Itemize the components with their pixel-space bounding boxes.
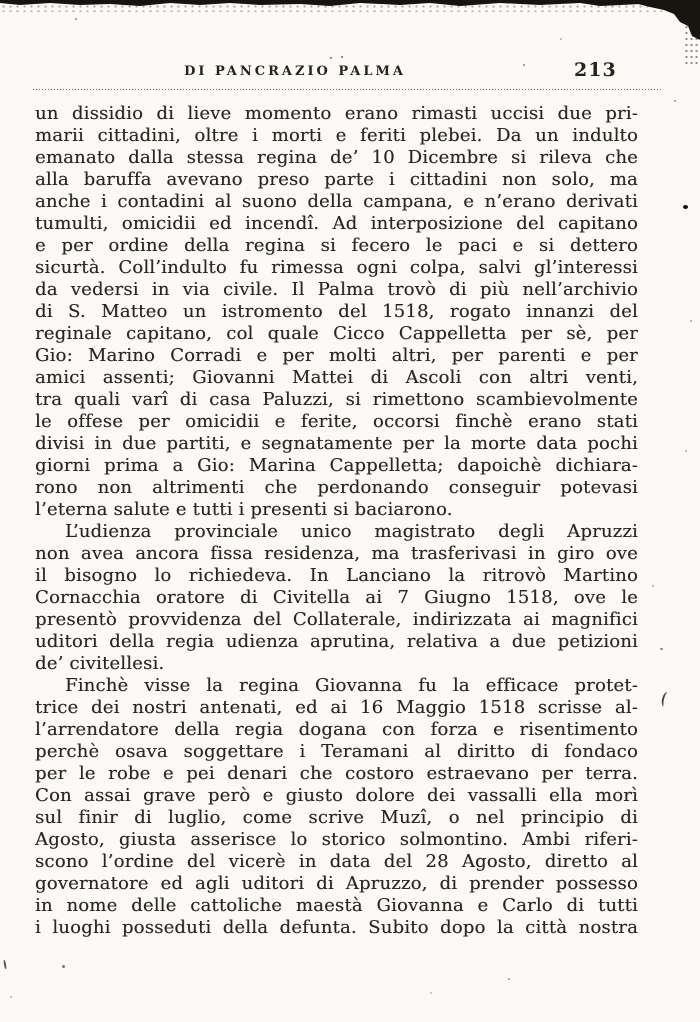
text-line: emanato dalla stessa regina de’ 10 Dicembre si rileva che (35, 147, 638, 168)
running-title: DI PANCRAZIO PALMA (184, 64, 406, 79)
header-dotted-rule (33, 89, 662, 91)
text-line: anche i contadini al suono della campana, e n’erano derivati (35, 191, 638, 212)
text-line: alla baruffa avevano preso parte i cittadini non solo, ma (35, 169, 638, 190)
scan-speck (660, 648, 663, 650)
text-line: e per ordine della regina si fecero le paci e si dettero (35, 235, 638, 256)
scan-speck (430, 992, 432, 994)
text-line: marii cittadini, oltre i morti e feriti plebei. Da un indulto (35, 125, 638, 146)
text-line: il bisogno lo richiedeva. In Lanciano la ritrovò Martino (35, 565, 638, 586)
text-line: sicurtà. Coll’indulto fu rimessa ogni colpa, salvi gl’interessi (35, 257, 638, 278)
text-line: presentò provvidenza del Collaterale, indirizzata ai magnifici (35, 609, 638, 630)
text-line: sul finir di luglio, come scrive Muzî, o nel principio di (35, 807, 638, 828)
text-line: governatore ed agli uditori di Apruzzo, di prender possesso (35, 873, 638, 894)
paragraph (35, 675, 638, 939)
text-line: i luoghi posseduti della defunta. Subito dopo la città nostra (35, 917, 638, 938)
text-line: divisi in due partiti, e segnatamente per la morte data pochi (35, 433, 638, 454)
text-line: trice dei nostri antenati, ed ai 16 Maggio 1518 scrisse al- (35, 697, 638, 718)
text-line: giorni prima a Gio: Marina Cappelletta; dapoichè dichiara- (35, 455, 638, 476)
text-line: di S. Matteo un istromento del 1518, rogato innanzi del (35, 301, 638, 322)
scan-speck (652, 585, 654, 587)
text-line: tra quali varî di casa Paluzzi, si rimettono scambievolmente (35, 389, 638, 410)
text-line: un dissidio di lieve momento erano rimasti uccisi due pri- (35, 103, 638, 124)
scan-speck (685, 450, 687, 452)
scan-speck (75, 18, 77, 20)
text-line: non avea ancora fissa residenza, ma trasferivasi in giro ove (35, 543, 638, 564)
scan-edge-fringe (0, 4, 700, 12)
text-line: Cornacchia oratore di Civitella ai 7 Giugno 1518, ove le (35, 587, 638, 608)
scan-speck (10, 996, 12, 998)
scan-speck (330, 57, 332, 59)
text-line: reginale capitano, col quale Cicco Cappelletta per sè, per (35, 323, 638, 344)
scan-speck (3, 960, 7, 969)
scan-speck (62, 965, 65, 968)
text-line: rono non altrimenti che perdonando conseguir potevasi (35, 477, 638, 498)
scan-speck (674, 100, 676, 102)
scan-speck (341, 56, 343, 58)
text-line: per le robe e pei denari che costoro estraevano per terra. (35, 763, 638, 784)
text-line: l’eterna salute e tutti i presenti si baciarono. (35, 499, 453, 520)
paragraph (35, 103, 638, 521)
scan-edge-right (684, 0, 700, 64)
text-line: Agosto, giusta asserisce lo storico solmontino. Ambi riferi- (35, 829, 638, 850)
text-line: de’ civitellesi. (35, 653, 165, 674)
text-line: in nome delle cattoliche maestà Giovanna e Carlo di tutti (35, 895, 638, 916)
text-block (35, 103, 638, 939)
text-line: scono l’ordine del vicerè in data del 28 Agosto, diretto al (35, 851, 638, 872)
scan-speck (508, 978, 510, 980)
text-line: L’udienza provinciale unico magistrato degli Apruzzi (65, 521, 638, 542)
text-line: le offese per omicidii e ferite, occorsi finchè erano stati (35, 411, 638, 432)
text-line: uditori della regia udienza aprutina, relativa a due petizioni (35, 631, 638, 652)
page-number: 213 (574, 59, 617, 81)
scan-speck (683, 205, 688, 209)
text-line: Finchè visse la regina Giovanna fu la efficace protet- (65, 675, 638, 696)
scan-speck (560, 38, 562, 40)
text-line: Gio: Marino Corradi e per molti altri, per parenti e per (35, 345, 638, 366)
text-line: l’arrendatore della regia dogana con forza e risentimento (35, 719, 638, 740)
paragraph (35, 521, 638, 675)
text-line: tumulti, omicidii ed incendî. Ad interposizione del capitano (35, 213, 638, 234)
scan-speck (690, 320, 692, 322)
text-line: amici assenti; Giovanni Mattei di Ascoli con altri venti, (35, 367, 638, 388)
scan-speck (660, 691, 671, 707)
text-line: da vedersi in via civile. Il Palma trovò di più nell’archivio (35, 279, 638, 300)
text-line: Con assai grave però e giusto dolore dei vassalli ella morì (35, 785, 638, 806)
text-line: perchè osava soggettare i Teramani al diritto di fondaco (35, 741, 638, 762)
